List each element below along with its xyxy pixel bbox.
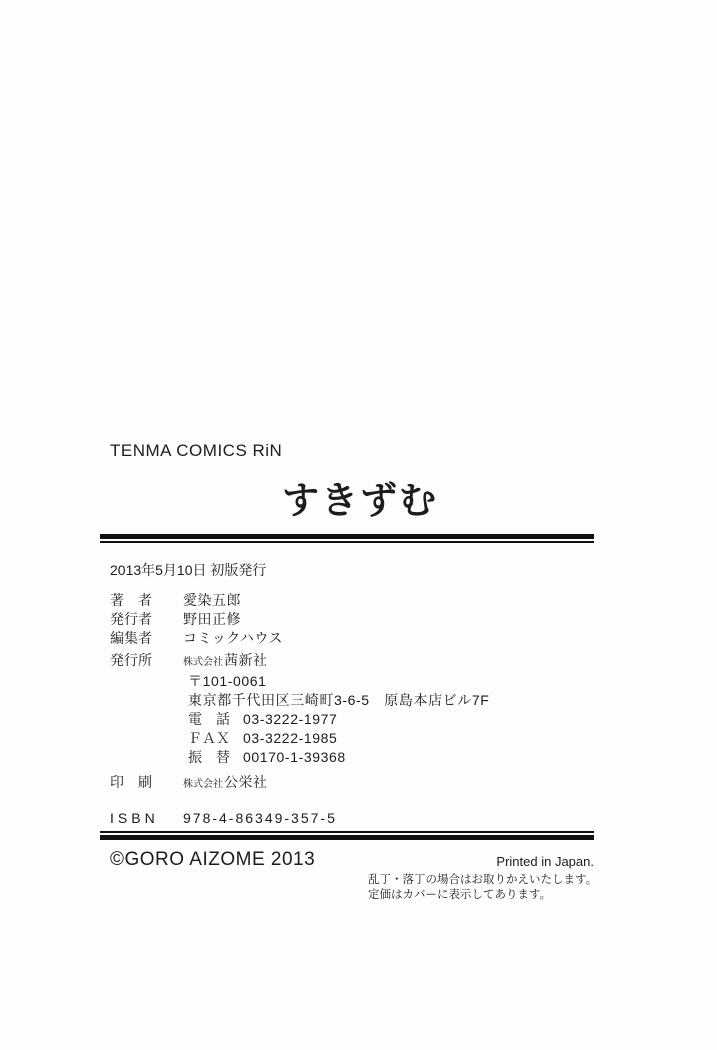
- isbn-row: [110, 809, 594, 828]
- publisher-person-label: 発行者: [110, 611, 152, 627]
- notice-block: [368, 873, 597, 903]
- author-value: 愛染五郎: [183, 592, 241, 608]
- isbn-label: ISBN: [110, 810, 159, 826]
- company-type-prefix: 株式会社: [183, 657, 223, 668]
- publisher-person-value: 野田正修: [183, 611, 241, 627]
- rule-thin-line: [100, 541, 594, 543]
- isbn-number: 978-4-86349-357-5: [183, 810, 337, 826]
- address: 東京都千代田区三崎町3-6-5 原島本店ビル7F: [188, 692, 490, 708]
- printer-row: [110, 773, 594, 794]
- price-notice-line: 定価はカバーに表示してあります。: [368, 889, 552, 901]
- publisher-details: [188, 672, 594, 767]
- fax-row: [188, 729, 594, 748]
- address-row: [188, 691, 594, 710]
- copyright-line: ©GORO AIZOME 2013: [110, 849, 316, 870]
- double-rule-bottom: [100, 831, 594, 840]
- printer-label: 印 刷: [110, 774, 152, 790]
- printer-company-name: 公栄社: [224, 774, 268, 790]
- colophon-block: [110, 561, 594, 828]
- transfer-row: [188, 748, 594, 767]
- editor-row: [110, 629, 594, 648]
- publishing-house-label: 発行所: [110, 652, 152, 668]
- printer-value: [183, 773, 268, 794]
- printed-in-japan: Printed in Japan.: [496, 854, 594, 869]
- company-name: 茜新社: [224, 652, 268, 668]
- publisher-person-row: [110, 610, 594, 629]
- editor-label: 編集者: [110, 630, 152, 646]
- fax-label: ＦＡＸ: [188, 730, 230, 746]
- phone-row: [188, 710, 594, 729]
- author-label: 著 者: [110, 592, 152, 608]
- defect-notice-line: 乱丁・落丁の場合はお取りかえいたします。: [368, 874, 598, 886]
- edition-date-line: 2013年5月10日 初版発行: [110, 562, 267, 578]
- publishing-house-row: [110, 651, 594, 672]
- publishing-house-value: [183, 651, 268, 672]
- fax-number: 03-3222-1985: [243, 730, 338, 746]
- double-rule-top: [100, 534, 594, 543]
- transfer-number: 00170-1-39368: [243, 749, 346, 765]
- transfer-label: 振 替: [188, 749, 230, 765]
- postal-code: 〒101-0061: [188, 673, 267, 689]
- phone-number: 03-3222-1977: [243, 711, 338, 727]
- book-title: すきずむ: [282, 480, 438, 521]
- company-type-prefix: 株式会社: [183, 779, 223, 790]
- editor-value: コミックハウス: [183, 630, 283, 646]
- phone-label: 電 話: [188, 711, 230, 727]
- series-label: TENMA COMICS RiN: [110, 441, 283, 460]
- author-row: [110, 591, 594, 610]
- rule-thick-line: [100, 835, 594, 840]
- postal-code-row: [188, 672, 594, 691]
